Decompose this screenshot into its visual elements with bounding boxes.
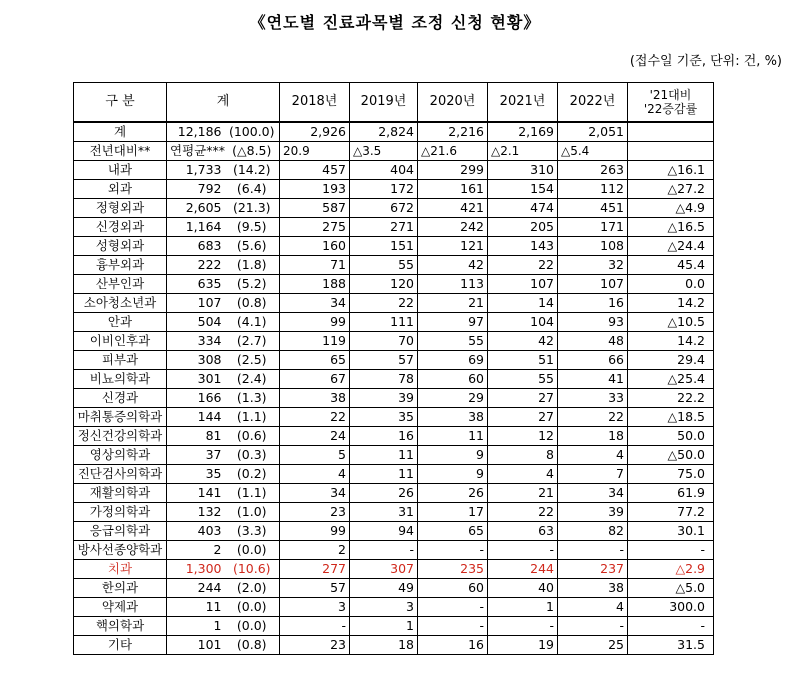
year-value: 4	[558, 598, 628, 617]
year-value: 66	[558, 351, 628, 370]
year-value: 5	[280, 446, 350, 465]
total-count: 11	[167, 598, 225, 617]
year-value: 22	[558, 408, 628, 427]
year-value: 51	[488, 351, 558, 370]
change-rate: 0.0	[628, 275, 714, 294]
row-label: 마취통증의학과	[74, 408, 167, 427]
year-value: -	[558, 541, 628, 560]
table-row	[74, 370, 714, 389]
year-value: 4	[558, 446, 628, 465]
header-category: 구 분	[74, 83, 167, 123]
row-label: 정형외과	[74, 199, 167, 218]
year-value: 2	[280, 541, 350, 560]
year-value: 4	[488, 465, 558, 484]
year-value: 55	[350, 256, 418, 275]
year-value: 71	[280, 256, 350, 275]
year-value: 94	[350, 522, 418, 541]
header-total: 계	[167, 83, 280, 123]
year-value: 235	[418, 560, 488, 579]
year-value: 421	[418, 199, 488, 218]
yoy-value: △2.1	[488, 142, 558, 161]
year-value: 23	[280, 503, 350, 522]
year-value: 27	[488, 389, 558, 408]
change-rate: △16.1	[628, 161, 714, 180]
row-label: 흉부외과	[74, 256, 167, 275]
year-value: 171	[558, 218, 628, 237]
year-value: 451	[558, 199, 628, 218]
change-rate	[628, 142, 714, 161]
total-count: 2,605	[167, 199, 225, 218]
row-label: 약제과	[74, 598, 167, 617]
row-label: 기타	[74, 636, 167, 655]
table-row	[74, 237, 714, 256]
year-value: 12	[488, 427, 558, 446]
year-value: 48	[558, 332, 628, 351]
year-value: 60	[418, 579, 488, 598]
total-share: (0.0)	[225, 598, 280, 617]
year-value: 24	[280, 427, 350, 446]
header-row	[74, 83, 714, 123]
row-label: 전년대비**	[74, 142, 167, 161]
total-share: (1.0)	[225, 503, 280, 522]
year-value: 263	[558, 161, 628, 180]
total-count: 2	[167, 541, 225, 560]
total-share: (100.0)	[225, 122, 280, 142]
year-value: 107	[558, 275, 628, 294]
year-value: 35	[350, 408, 418, 427]
total-share: (6.4)	[225, 180, 280, 199]
year-value: 242	[418, 218, 488, 237]
year-value: 65	[280, 351, 350, 370]
table-row	[74, 617, 714, 636]
unit-note: (접수일 기준, 단위: 건, %)	[629, 54, 782, 69]
total-share: (4.1)	[225, 313, 280, 332]
total-count: 132	[167, 503, 225, 522]
yoy-value: △5.4	[558, 142, 628, 161]
table-row	[74, 389, 714, 408]
total-count: 1,164	[167, 218, 225, 237]
year-value: 55	[488, 370, 558, 389]
table-row	[74, 408, 714, 427]
change-rate: △50.0	[628, 446, 714, 465]
year-value: 244	[488, 560, 558, 579]
change-rate: 14.2	[628, 332, 714, 351]
header-change	[628, 83, 714, 123]
change-rate: 22.2	[628, 389, 714, 408]
header-year: 2021년	[488, 83, 558, 123]
year-value: 275	[280, 218, 350, 237]
total-count: 301	[167, 370, 225, 389]
total-count: 334	[167, 332, 225, 351]
year-value: -	[558, 617, 628, 636]
row-label: 재활의학과	[74, 484, 167, 503]
year-value: 38	[418, 408, 488, 427]
year-value: 113	[418, 275, 488, 294]
header-year: 2020년	[418, 83, 488, 123]
total-count: 81	[167, 427, 225, 446]
total-count: 244	[167, 579, 225, 598]
change-rate: △4.9	[628, 199, 714, 218]
year-value: 104	[488, 313, 558, 332]
total-share: (2.0)	[225, 579, 280, 598]
table-row	[74, 351, 714, 370]
year-value: 57	[350, 351, 418, 370]
year-value: 17	[418, 503, 488, 522]
header-year: 2018년	[280, 83, 350, 123]
table-row	[74, 484, 714, 503]
change-rate: 29.4	[628, 351, 714, 370]
row-label: 응급의학과	[74, 522, 167, 541]
year-value: 99	[280, 313, 350, 332]
row-label: 영상의학과	[74, 446, 167, 465]
total-share: (0.2)	[225, 465, 280, 484]
total-count: 107	[167, 294, 225, 313]
year-value: 42	[418, 256, 488, 275]
year-value: 2,926	[280, 122, 350, 142]
table-row	[74, 294, 714, 313]
total-share: (0.6)	[225, 427, 280, 446]
year-value: 108	[558, 237, 628, 256]
table-row	[74, 465, 714, 484]
year-value: 49	[350, 579, 418, 598]
year-value: 143	[488, 237, 558, 256]
year-value: -	[418, 617, 488, 636]
row-label: 진단검사의학과	[74, 465, 167, 484]
year-value: 57	[280, 579, 350, 598]
year-value: 4	[280, 465, 350, 484]
year-value: 67	[280, 370, 350, 389]
total-count: 683	[167, 237, 225, 256]
year-value: 277	[280, 560, 350, 579]
total-share: (2.7)	[225, 332, 280, 351]
year-value: 11	[350, 446, 418, 465]
total-share: (0.3)	[225, 446, 280, 465]
change-rate: △27.2	[628, 180, 714, 199]
year-value: 78	[350, 370, 418, 389]
year-value: 82	[558, 522, 628, 541]
total-count: 37	[167, 446, 225, 465]
total-share: (0.0)	[225, 541, 280, 560]
row-label: 이비인후과	[74, 332, 167, 351]
year-value: 188	[280, 275, 350, 294]
row-label: 방사선종양학과	[74, 541, 167, 560]
table-row	[74, 199, 714, 218]
row-label: 계	[74, 122, 167, 142]
year-value: 16	[558, 294, 628, 313]
row-label: 피부과	[74, 351, 167, 370]
total-count: 1	[167, 617, 225, 636]
total-share: (0.8)	[225, 636, 280, 655]
year-value: 29	[418, 389, 488, 408]
row-label: 한의과	[74, 579, 167, 598]
total-count: 141	[167, 484, 225, 503]
year-value: 11	[418, 427, 488, 446]
row-label: 가정의학과	[74, 503, 167, 522]
year-value: 18	[558, 427, 628, 446]
total-count: 504	[167, 313, 225, 332]
year-value: 193	[280, 180, 350, 199]
table-row	[74, 313, 714, 332]
year-value: 22	[280, 408, 350, 427]
total-count: 635	[167, 275, 225, 294]
year-value: 25	[558, 636, 628, 655]
year-value: 2,051	[558, 122, 628, 142]
yoy-value: 20.9	[280, 142, 350, 161]
year-value: 97	[418, 313, 488, 332]
table-row	[74, 636, 714, 655]
header-change-line2: '22증감률	[643, 102, 698, 116]
year-value: 120	[350, 275, 418, 294]
header-year: 2019년	[350, 83, 418, 123]
total-share: (2.5)	[225, 351, 280, 370]
row-label: 비뇨의학과	[74, 370, 167, 389]
table-row	[74, 427, 714, 446]
year-value: -	[418, 541, 488, 560]
year-value: 40	[488, 579, 558, 598]
table-row	[74, 161, 714, 180]
year-value: 587	[280, 199, 350, 218]
year-value: 310	[488, 161, 558, 180]
table-row	[74, 446, 714, 465]
year-value: 31	[350, 503, 418, 522]
change-rate: 61.9	[628, 484, 714, 503]
total-count: 1,300	[167, 560, 225, 579]
total-share: (21.3)	[225, 199, 280, 218]
year-value: 8	[488, 446, 558, 465]
year-value: 39	[350, 389, 418, 408]
total-count: 144	[167, 408, 225, 427]
change-rate: △16.5	[628, 218, 714, 237]
total-count: 12,186	[167, 122, 225, 142]
year-value: 42	[488, 332, 558, 351]
table-row	[74, 218, 714, 237]
year-value: 60	[418, 370, 488, 389]
total-share: (1.1)	[225, 408, 280, 427]
year-value: 9	[418, 446, 488, 465]
total-share: (2.4)	[225, 370, 280, 389]
change-rate	[628, 122, 714, 142]
year-value: -	[488, 541, 558, 560]
table-row	[74, 180, 714, 199]
total-count: 792	[167, 180, 225, 199]
total-share: (0.0)	[225, 617, 280, 636]
total-share: (0.8)	[225, 294, 280, 313]
total-count: 403	[167, 522, 225, 541]
year-value: 26	[418, 484, 488, 503]
row-label: 정신건강의학과	[74, 427, 167, 446]
change-rate: 300.0	[628, 598, 714, 617]
row-label: 산부인과	[74, 275, 167, 294]
year-value: 27	[488, 408, 558, 427]
year-value: 172	[350, 180, 418, 199]
year-value: 14	[488, 294, 558, 313]
year-value: 112	[558, 180, 628, 199]
year-value: 22	[350, 294, 418, 313]
table-body	[74, 122, 714, 655]
change-rate: △2.9	[628, 560, 714, 579]
total-count: 1,733	[167, 161, 225, 180]
table-row	[74, 122, 714, 142]
row-label: 소아청소년과	[74, 294, 167, 313]
change-rate: 50.0	[628, 427, 714, 446]
row-label: 신경과	[74, 389, 167, 408]
year-value: 39	[558, 503, 628, 522]
change-rate: 31.5	[628, 636, 714, 655]
yoy-value: △3.5	[350, 142, 418, 161]
table-row	[74, 541, 714, 560]
year-value: 107	[488, 275, 558, 294]
total-share: (5.2)	[225, 275, 280, 294]
total-count: 35	[167, 465, 225, 484]
change-rate: △5.0	[628, 579, 714, 598]
year-value: 19	[488, 636, 558, 655]
year-value: 22	[488, 256, 558, 275]
row-label: 안과	[74, 313, 167, 332]
row-label: 핵의학과	[74, 617, 167, 636]
year-value: -	[488, 617, 558, 636]
header-change-line1: '21대비	[649, 88, 692, 102]
year-value: 154	[488, 180, 558, 199]
year-value: 38	[558, 579, 628, 598]
total-count: 222	[167, 256, 225, 275]
total-share: (5.6)	[225, 237, 280, 256]
year-value: 3	[350, 598, 418, 617]
year-value: 121	[418, 237, 488, 256]
table-row	[74, 256, 714, 275]
row-label: 성형외과	[74, 237, 167, 256]
year-value: 119	[280, 332, 350, 351]
year-value: 1	[350, 617, 418, 636]
total-share: (1.8)	[225, 256, 280, 275]
change-rate: △24.4	[628, 237, 714, 256]
total-count: 101	[167, 636, 225, 655]
table-row	[74, 503, 714, 522]
year-value: 63	[488, 522, 558, 541]
row-label: 내과	[74, 161, 167, 180]
year-value: 7	[558, 465, 628, 484]
year-value: 161	[418, 180, 488, 199]
year-value: 26	[350, 484, 418, 503]
year-value: 404	[350, 161, 418, 180]
change-rate: △10.5	[628, 313, 714, 332]
change-rate: △18.5	[628, 408, 714, 427]
year-value: 33	[558, 389, 628, 408]
year-value: 307	[350, 560, 418, 579]
year-value: 21	[488, 484, 558, 503]
year-value: 23	[280, 636, 350, 655]
year-value: 11	[350, 465, 418, 484]
table-row	[74, 598, 714, 617]
year-value: 1	[488, 598, 558, 617]
year-value: -	[418, 598, 488, 617]
year-value: 299	[418, 161, 488, 180]
year-value: 34	[558, 484, 628, 503]
year-value: 9	[418, 465, 488, 484]
year-value: 16	[350, 427, 418, 446]
year-value: 16	[418, 636, 488, 655]
total-share: (1.1)	[225, 484, 280, 503]
total-count: 166	[167, 389, 225, 408]
year-value: 205	[488, 218, 558, 237]
total-share: (9.5)	[225, 218, 280, 237]
year-value: 65	[418, 522, 488, 541]
table-row	[74, 579, 714, 598]
total-share: (14.2)	[225, 161, 280, 180]
year-value: 41	[558, 370, 628, 389]
row-label: 치과	[74, 560, 167, 579]
yoy-row	[74, 142, 714, 161]
year-value: 21	[418, 294, 488, 313]
table-row	[74, 275, 714, 294]
year-value: 38	[280, 389, 350, 408]
year-value: 18	[350, 636, 418, 655]
year-value: 22	[488, 503, 558, 522]
year-value: 271	[350, 218, 418, 237]
change-rate: △25.4	[628, 370, 714, 389]
year-value: 2,824	[350, 122, 418, 142]
change-rate: 75.0	[628, 465, 714, 484]
year-value: 32	[558, 256, 628, 275]
change-rate: 77.2	[628, 503, 714, 522]
row-label: 신경외과	[74, 218, 167, 237]
year-value: 2,216	[418, 122, 488, 142]
yoy-value: △21.6	[418, 142, 488, 161]
year-value: -	[280, 617, 350, 636]
change-rate: 30.1	[628, 522, 714, 541]
year-value: 99	[280, 522, 350, 541]
year-value: 160	[280, 237, 350, 256]
total-count: 308	[167, 351, 225, 370]
year-value: 2,169	[488, 122, 558, 142]
year-value: 457	[280, 161, 350, 180]
row-label: 외과	[74, 180, 167, 199]
year-value: 34	[280, 484, 350, 503]
total-share: (10.6)	[225, 560, 280, 579]
year-value: 3	[280, 598, 350, 617]
year-value: 111	[350, 313, 418, 332]
year-value: 55	[418, 332, 488, 351]
total-share: (1.3)	[225, 389, 280, 408]
year-value: 70	[350, 332, 418, 351]
change-rate: 14.2	[628, 294, 714, 313]
table-title: 《연도별 진료과목별 조정 신청 현황》	[249, 13, 541, 32]
table-row	[74, 522, 714, 541]
year-value: 237	[558, 560, 628, 579]
year-value: 69	[418, 351, 488, 370]
change-rate: -	[628, 541, 714, 560]
table-row	[74, 332, 714, 351]
consult-table	[73, 82, 714, 655]
change-rate: 45.4	[628, 256, 714, 275]
year-value: 672	[350, 199, 418, 218]
annual-average-label: 연평균***	[167, 142, 225, 161]
change-rate: -	[628, 617, 714, 636]
year-value: 151	[350, 237, 418, 256]
year-value: -	[350, 541, 418, 560]
header-year: 2022년	[558, 83, 628, 123]
total-share: (3.3)	[225, 522, 280, 541]
annual-average-value: (△8.5)	[225, 142, 280, 161]
year-value: 474	[488, 199, 558, 218]
table-row	[74, 560, 714, 579]
year-value: 34	[280, 294, 350, 313]
year-value: 93	[558, 313, 628, 332]
